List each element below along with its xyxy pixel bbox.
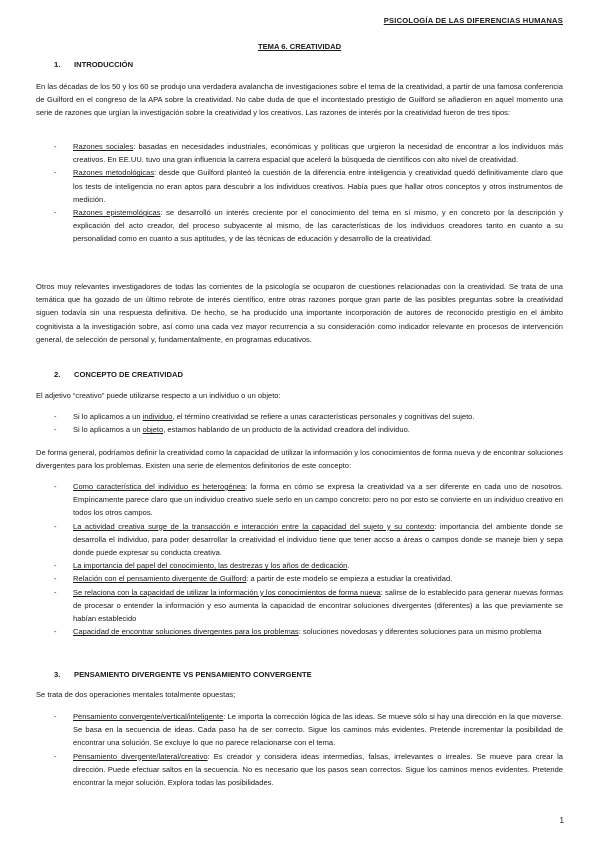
item-text: : Es creador y considera ideas intermedias, falsas, irrelevantes o irreales. Se mueve para crear la dirección. Puede efectuar saltos en la secuencia. No es necesario que los pasos sean correctos. Sigue los caminos menos evidentes. Pretende encontrar la mejor solución. Explora todas las posibilidades. xyxy=(73,751,563,788)
item-text: : la forma en cómo se expresa la creatividad va a ser diferente en cada uno de nosotros. Empíricamente parece claro que un individuo creativo suele serlo en un campo concreto: pero no por esto se convierte en un individuo creativo en todos los otros campos. xyxy=(73,482,563,518)
item-text: , el término creatividad se refiere a unas características personales y cognitivas del sujeto. xyxy=(172,412,475,421)
item-term: objeto xyxy=(142,425,164,435)
item-text: : desde que Guilford planteó la cuestión de la diferencia entre inteligencia y creatividad quedó definitivamente claro que los tests de inteligencia no eran aptos para descubrir a los individuos creativos. Había pues que hallar otros conceptos y otros instrumentos de medición. xyxy=(73,168,564,204)
running-header: PSICOLOGÍA DE LAS DIFERENCIAS HUMANAS xyxy=(383,16,563,25)
list-marker: - xyxy=(54,751,57,761)
item-term: Pensamiento convergente/vertical/inteligente xyxy=(73,712,224,721)
list-item xyxy=(54,166,563,206)
item-term: Como característica del individuo es heterogénea xyxy=(73,482,246,491)
section-number: 2. xyxy=(54,370,61,379)
adjective-paragraph: El adjetivo “creativo” puede utilizarse respecto a un individuo o un objeto: xyxy=(36,391,281,400)
page-number: 1 xyxy=(559,816,564,825)
section-heading-pensamiento xyxy=(54,668,312,681)
item-term: Pensamiento divergente/lateral/creativo xyxy=(73,751,208,761)
section-title: INTRODUCCIÓN xyxy=(74,60,134,69)
list-item xyxy=(54,423,563,436)
definition-paragraph: De forma general, podríamos definir la creatividad como la capacidad de utilizar la información y los conocimientos de forma nueva y de encontrar soluciones divergentes para los problemas. Existen una serie de elementos definitorios de este concepto: xyxy=(36,448,563,471)
list-marker: - xyxy=(54,425,57,435)
list-marker: - xyxy=(54,627,57,637)
item-term: La importancia del papel del conocimiento, las destrezas y los años de dedicación xyxy=(73,561,348,571)
apply-list xyxy=(54,410,563,436)
item-term: Razones metodológicas xyxy=(73,168,155,178)
item-text: . xyxy=(347,561,350,571)
elements-list xyxy=(54,480,563,638)
list-marker: - xyxy=(54,712,57,721)
list-item xyxy=(54,625,563,638)
item-term: La actividad creativa surge de la transacción e interacción entre la capacidad del sujeto y su contexto xyxy=(73,521,435,531)
item-prefix: Si lo aplicamos a un xyxy=(73,425,143,435)
item-text: : importancia del ambiente donde se desarrolla el individuo, para poder desarrollar la creatividad el individuo tiene que tener accso a áreas o campos donde se maneje bien y sepa donde puede expresar su conducta creativa. xyxy=(73,521,563,558)
section-title: CONCEPTO DE CREATIVIDAD xyxy=(74,370,183,379)
list-item xyxy=(54,480,563,520)
item-text: , estamos hablando de un producto de la actividad creadora del individuo. xyxy=(163,425,410,435)
section-heading-concepto xyxy=(54,368,183,381)
item-text: : salirse de lo establecido para generar nuevas formas de procesar o entender la información y eso aumenta la capacidad de encontrar soluciones divergentes (diferentes) a las que previamente se habían establecido xyxy=(73,587,563,624)
list-item xyxy=(54,710,563,750)
item-term: Capacidad de encontrar soluciones divergentes para los problemas xyxy=(73,627,299,637)
list-item xyxy=(54,559,563,572)
item-term: Se relaciona con la capacidad de utilizar la información y los conocimientos de forma nueva xyxy=(73,587,381,597)
operations-paragraph: Se trata de dos operaciones mentales totalmente opuestas; xyxy=(36,690,236,699)
document-title: TEMA 6. CREATIVIDAD xyxy=(257,42,342,51)
item-text: : Le importa la corrección lógica de las ideas. Se mueve sólo si hay una dirección en la que moverse. Se basa en la secuencia de ideas. Cada paso ha de ser correcto. Sigue los caminos más evidentes. Pretende incrementar la posibilidad de encontrar una solución. Se excluye lo que no parece relacionarse con el tema. xyxy=(73,712,563,748)
closing-paragraph: Otros muy relevantes investigadores de todas las corrientes de la psicología se ocuparon de cuestiones relacionadas con la creatividad. Se trata de una temática que ha gozado de un último rebrote de interés científico, entre otras razones porque gran parte de las posibles preguntas sobre la creatividad siguen todavía sin una respuesta definitiva. De hecho, se ha producido una importante incorporación de autores de reconocido prestigio en el ámbito cognitivista a la investigación sobre, así como una cada vez mayor recurrencia a su consideración como indicador relevante en procesos de intervención general, de selección de personal y, fundamentalmente, en programas educativos. xyxy=(36,282,563,344)
reasons-list xyxy=(54,140,563,246)
item-text: : basadas en necesidades industriales, económicas y políticas que urgieron la necesidad de encontrar a los individuos más creativos. En EE.UU. tuvo una gran influencia la carrera espacial que aceleró la búsqueda de científicos con alto nivel de creatividad. xyxy=(73,142,563,165)
list-item xyxy=(54,410,563,423)
list-item xyxy=(54,140,563,166)
list-marker: - xyxy=(54,561,57,571)
list-item xyxy=(54,520,563,560)
list-marker: - xyxy=(54,587,57,597)
item-text: : soluciones novedosas y diferentes soluciones para un mismo problema xyxy=(298,627,542,637)
section-number: 3. xyxy=(54,670,61,679)
item-term: Relación con el pensamiento divergente de Guilford xyxy=(73,574,247,584)
list-item xyxy=(54,206,563,246)
section-number: 1. xyxy=(54,60,61,69)
list-marker: - xyxy=(54,482,57,491)
list-marker: - xyxy=(54,412,57,421)
list-marker: - xyxy=(54,574,57,584)
item-text: : a partir de este modelo se empieza a estudiar la creatividad. xyxy=(246,574,453,584)
item-text: : se desarrolló un interés creciente por el conocimiento del tema en sí mismo, y en concreto por la descripción y explicación del acto creador, del proceso subyacente al mismo, de las características de los individuos creadores tanto en cuanto a su personalidad como en cuanto a sus aptitudes, y de las técnicas de educación y desarrollo de la creatividad. xyxy=(73,208,563,244)
intro-paragraph: En las décadas de los 50 y los 60 se produjo una verdadera avalancha de investigaciones sobre el tema de la creatividad, a partir de una famosa conferencia de Guilford en el congreso de la APA sobre la creatividad. No cabe duda de que el incontestado prestigio de Guilford se añadieron en aquel momento una serie de razones que urgían la investigación sobre la creatividad y los creativos. Las razones de interés por la creatividad fueron de tres tipos: xyxy=(36,82,563,118)
list-item xyxy=(54,750,563,790)
item-prefix: Si lo aplicamos a un xyxy=(73,412,143,421)
section-title: PENSAMIENTO DIVERGENTE VS PENSAMIENTO CONVERGENTE xyxy=(74,670,312,679)
section-heading-introduccion xyxy=(54,58,133,71)
list-item xyxy=(54,586,563,626)
list-marker: - xyxy=(54,168,57,178)
list-marker: - xyxy=(54,208,57,218)
item-term: Razones sociales xyxy=(73,142,134,151)
list-marker: - xyxy=(54,142,57,151)
item-term: individuo xyxy=(142,412,173,421)
list-item xyxy=(54,572,563,585)
list-marker: - xyxy=(54,521,57,531)
thinking-list xyxy=(54,710,563,789)
item-term: Razones epistemológicas xyxy=(73,208,161,218)
